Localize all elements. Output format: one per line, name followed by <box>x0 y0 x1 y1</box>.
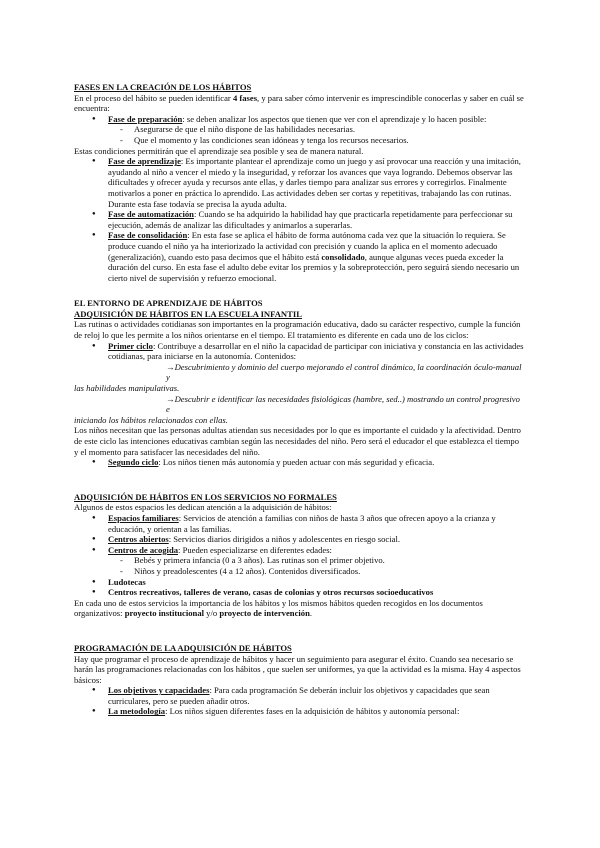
centros-recreativos <box>108 587 524 598</box>
arrow-icon: → <box>166 361 175 372</box>
text: y/o <box>204 608 220 619</box>
term: Centros de acogida <box>108 544 179 555</box>
escuela-intro: Las rutinas o actividades cotidianas son importantes en la programación educativa, dado su carácter respectivo, cumple la función de reloj lo que les permite a los niños orientarse en el tiempo. El tratamiento es diferente en cada uno de los ciclos: <box>74 319 521 341</box>
text: : Pueden especializarse en diferentes edades: <box>178 544 332 555</box>
espacios-familiares <box>108 513 524 534</box>
programacion-intro: Hay que programar el proceso de aprendizaje de hábitos y hacer un seguimiento para asegurar el éxito. Cuando sea necesario se harán las programaciones relacionadas con los hábitos , que suelen ser uniformes, ya que la actividad es la misma. Hay 4 aspectos básicos: <box>74 653 521 685</box>
text: : Los niños tienen más autonomía y pueden actuar con más seguridad y eficacia. <box>158 457 435 468</box>
primer-ciclo <box>108 341 524 362</box>
term: La metodología <box>108 706 166 717</box>
contenido-2-cont: iniciando los hábitos relacionados con ellas. <box>74 414 228 425</box>
intro-text-end: , y para saber cómo intervenir es imprescindible conocerlas y saber en cuál se encuentra: <box>74 92 524 114</box>
contenido-1-cont: las habilidades manipulativas. <box>74 383 180 394</box>
fase-consolidacion <box>108 230 524 283</box>
section-title-fases: FASES EN LA CREACIÓN DE LOS HÁBITOS <box>74 82 252 92</box>
sub-item: - Bebés y primera infancia (0 a 3 años). Las rutinas son el primer objetivo. <box>134 555 524 566</box>
section-title-servicios: ADQUISICIÓN DE HÁBITOS EN LOS SERVICIOS NO FORMALES <box>74 491 337 502</box>
term: Fase de consolidación <box>108 230 188 241</box>
term: Centros abiertos <box>108 534 169 545</box>
text: : Los niños siguen diferentes fases en la adquisición de hábitos y autonomía personal: <box>165 706 460 717</box>
segundo-ciclo <box>108 457 524 468</box>
term: Segundo ciclo <box>108 457 159 468</box>
fase-aprendizaje <box>108 156 524 209</box>
centros-acogida <box>108 545 524 556</box>
text-end: , aunque algunas veces pueda exceder la duración del curso. En esta fase el adulto debe evitar los premios y la sobreprotección, pero seguirá siendo necesario un cierto nivel de supervisión y refuerzo emocional. <box>108 251 520 283</box>
term: Primer ciclo <box>108 340 153 351</box>
fases-list <box>74 114 524 125</box>
servicios-list <box>74 513 524 555</box>
term: Fase de automatización <box>108 209 194 220</box>
ciclos-list <box>74 341 524 362</box>
servicios-intro: Algunos de estos espacios les dedican atención a la adquisición de hábitos: <box>74 502 332 513</box>
intro-text: En el proceso del hábito se pueden identificar <box>74 92 233 103</box>
text: : Para cada programación Se deberán incluir los objetivos y capacidades que sean curriculares, pero se pueden añadir otros. <box>108 685 490 706</box>
text: En cada uno de estos servicios la importancia de los hábitos y los mismos hábitos queden recogidos en los documentos organizativos: <box>74 597 483 619</box>
text: . <box>309 608 313 619</box>
fase-automatizacion <box>108 209 524 230</box>
text: Descubrimiento y dominio del cuerpo mejorando el control dinámico, la coordinación óculo-manual y <box>166 361 522 383</box>
ludotecas <box>108 577 524 588</box>
section-title-escuela: ADQUISICIÓN DE HÁBITOS EN LA ESCUELA INFANTIL <box>74 308 302 319</box>
sub-item: - Niños y preadolescentes (4 a 12 años). Contenidos diversificados. <box>134 566 524 577</box>
term: Los objetivos y capacidades <box>108 685 210 696</box>
metodologia <box>108 706 524 717</box>
fase-preparacion <box>108 114 524 125</box>
sub-item: - Asegurarse de que el niño dispone de las habilidades necesarias. <box>134 124 524 135</box>
bold: proyecto de intervención <box>219 608 310 619</box>
text: : Contribuye a desarrollar en el niño la capacidad de participar con iniciativa y constancia en las actividades cotidianas, para iniciarse en la autonomía. Contenidos: <box>108 340 524 362</box>
text: : Servicios de atención a familias con niños de hasta 3 años que ofrecen apoyo a la crianza y educación, y orientan a las familias. <box>108 512 496 534</box>
contenido-1 <box>74 362 524 383</box>
term: Fase de preparación <box>108 113 183 124</box>
document-page <box>74 82 524 717</box>
fases-list-2 <box>74 156 524 283</box>
bold-word: consolidado <box>321 251 365 262</box>
section-title-entorno: EL ENTORNO DE APRENDIZAJE DE HÁBITOS <box>74 298 263 309</box>
term: Fase de aprendizaje <box>108 156 181 167</box>
term: Ludotecas <box>108 576 146 587</box>
section-title-programacion: PROGRAMACIÓN DE LA ADQUISICIÓN DE HÁBITOS <box>74 642 292 653</box>
term: Espacios familiares <box>108 512 179 523</box>
fases-intro <box>74 93 524 114</box>
text: : Servicios diarios dirigidos a niños y adolescentes en riesgo social. <box>168 534 400 545</box>
acogida-sublist <box>74 555 524 576</box>
aspectos-list <box>74 685 524 717</box>
text: : Cuando se ha adquirido la habilidad hay que practicarla repetidamente para perfeccionar su ejecución, además de analizar las dificultades y animarlos a superarlas. <box>108 209 513 230</box>
bold: proyecto institucional <box>124 608 205 619</box>
arrow-icon: → <box>166 393 175 404</box>
preparacion-sublist <box>74 124 524 145</box>
contenido-2 <box>74 394 524 415</box>
objetivos-capacidades <box>108 685 524 706</box>
escuela-outro: Los niños necesitan que las personas adultas atiendan sus necesidades por lo que es importante el cuidado y la afectividad. Dentro de este ciclo las intenciones educativas cambian según las necesidades del niño. Pero será el educador el que establezca el tiempo y el momento para satisfacer las necesidades del niño. <box>74 425 521 457</box>
servicios-list-2 <box>74 577 524 598</box>
servicios-outro <box>74 598 524 619</box>
sub-item: - Que el momento y las condiciones sean idóneas y tenga los recursos necesarios. <box>134 135 524 146</box>
text: : Es importante plantear el aprendizaje como un juego y así provocar una reacción y una imitación, ayudando al niño a vencer el miedo y la inseguridad, y reforzar los avances que vaya logrando. Debemos observar las dificultades y ofrecer ayuda y recursos ante ellas, y darles tiempo para analizar sus errores y corregirlos. Finalmente motivarlos a poner en práctica lo aprendido. Las actividades deben ser cortas y repetitivas, trabajando las con rutinas. Durante esta fase todavía se precisa la ayuda adulta. <box>108 156 521 209</box>
text: : se deben analizar los aspectos que tienen que ver con el aprendizaje y lo hacen posible: <box>182 113 487 124</box>
term: Centros recreativos, talleres de verano, casas de colonias y otros recursos socioeducativos <box>108 587 434 598</box>
text: : En esta fase se aplica el hábito de forma autónoma cada vez que la situación lo requiera. Se produce cuando el niño ya ha interiorizado la actividad con precisión y cuando la aplica en el momento adecuado (generalización), cuando esto pasa decimos que el hábito está <box>108 230 506 262</box>
intro-bold: 4 fases <box>232 92 258 103</box>
conditions-text: Estas condiciones permitirán que el aprendizaje sea posible y sea de manera natural. <box>74 145 364 156</box>
ciclos-list-2 <box>74 457 524 468</box>
text: Descubrir e identificar las necesidades fisiológicas (hambre, sed..) mostrando un control progresivo e <box>166 393 520 415</box>
centros-abiertos <box>108 534 524 545</box>
